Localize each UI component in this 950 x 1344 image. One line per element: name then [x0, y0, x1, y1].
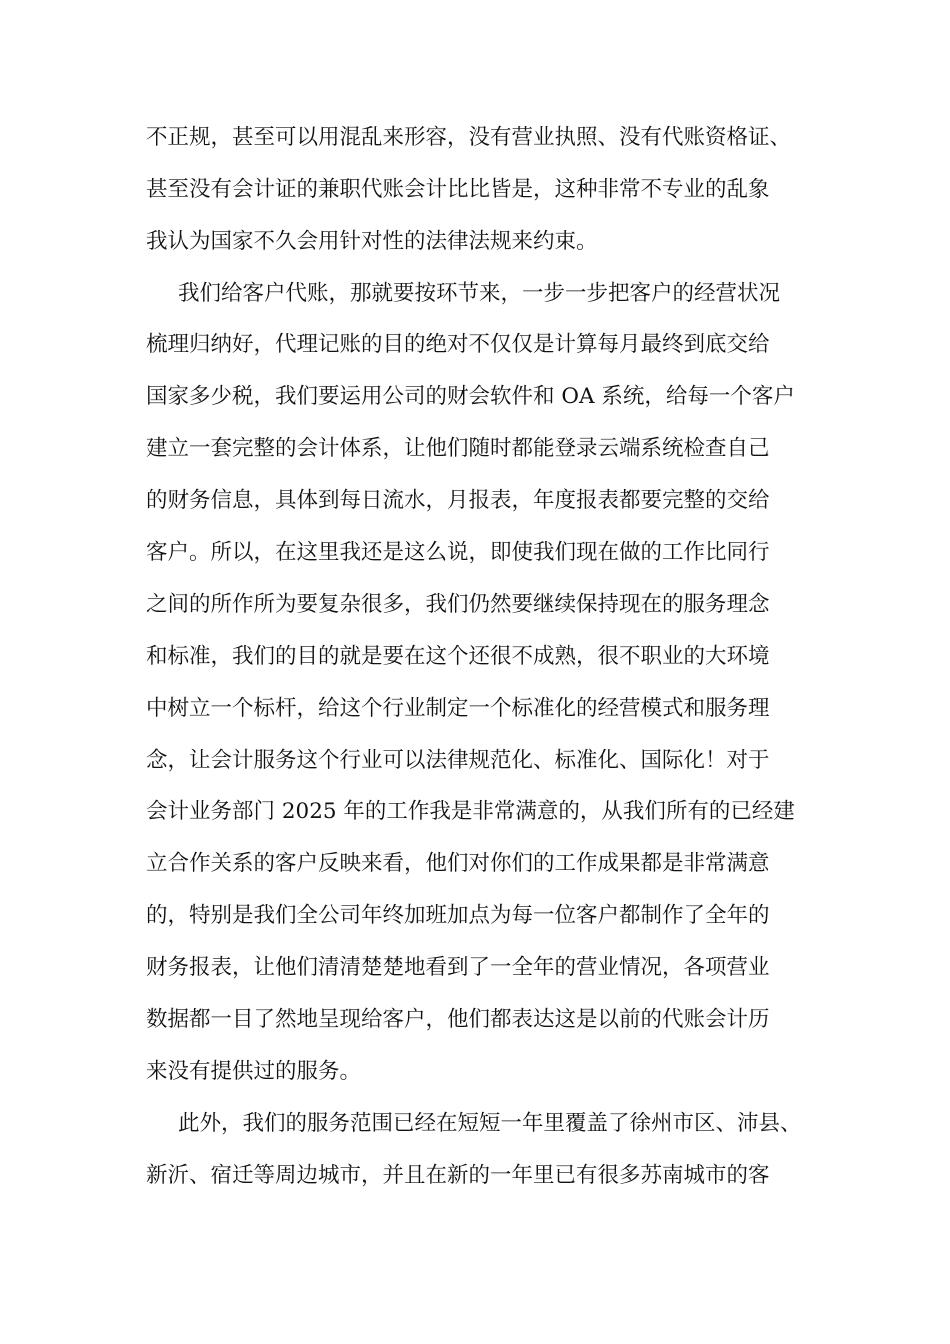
paragraph-3-line-1: 此外，我们的服务范围已经在短短一年里覆盖了徐州市区、沛县、: [178, 1111, 802, 1136]
paragraph-2-line-8: 和标准，我们的目的就是要在这个还很不成熟，很不职业的大环境: [146, 644, 770, 669]
paragraph-2-line-4: 建立一套完整的会计体系，让他们随时都能登录云端系统检查自己: [146, 436, 770, 461]
paragraph-2-line-15: 数据都一目了然地呈现给客户，他们都表达这是以前的代账会计历: [146, 1007, 770, 1032]
paragraph-1-line-3: 我认为国家不久会用针对性的法律法规来约束。: [146, 229, 598, 254]
paragraph-2-line-5: 的财务信息，具体到每日流水，月报表，年度报表都要完整的交给: [146, 488, 770, 513]
paragraph-2-line-12: 立合作关系的客户反映来看，他们对你们的工作成果都是非常满意: [146, 851, 770, 876]
paragraph-2-line-14: 财务报表，让他们清清楚楚地看到了一全年的营业情况，各项营业: [146, 955, 770, 980]
paragraph-2-line-11: 会计业务部门 2025 年的工作我是非常满意的，从我们所有的已经建: [146, 799, 795, 824]
paragraph-3-line-2: 新沂、宿迁等周边城市，并且在新的一年里已有很多苏南城市的客: [146, 1163, 770, 1188]
paragraph-2-line-3: 国家多少税，我们要运用公司的财会软件和 OA 系统，给每一个客户: [146, 384, 795, 409]
paragraph-2-line-10: 念，让会计服务这个行业可以法律规范化、标准化、国际化！对于: [146, 748, 770, 773]
paragraph-1-line-1: 不正规，甚至可以用混乱来形容，没有营业执照、没有代账资格证、: [146, 125, 792, 150]
paragraph-1-line-2: 甚至没有会计证的兼职代账会计比比皆是，这种非常不专业的乱象: [146, 177, 770, 202]
paragraph-2-line-7: 之间的所作所为要复杂很多，我们仍然要继续保持现在的服务理念: [146, 592, 770, 617]
paragraph-2-line-6: 客户。所以，在这里我还是这么说，即使我们现在做的工作比同行: [146, 540, 770, 565]
paragraph-2-line-9: 中树立一个标杆，给这个行业制定一个标准化的经营模式和服务理: [146, 696, 770, 721]
paragraph-2-line-13: 的，特别是我们全公司年终加班加点为每一位客户都制作了全年的: [146, 903, 770, 928]
paragraph-2-line-2: 梳理归纳好，代理记账的目的绝对不仅仅是计算每月最终到底交给: [146, 332, 770, 357]
paragraph-2-line-1: 我们给客户代账，那就要按环节来，一步一步把客户的经营状况: [178, 281, 781, 306]
paragraph-2-line-16: 来没有提供过的服务。: [146, 1059, 362, 1084]
